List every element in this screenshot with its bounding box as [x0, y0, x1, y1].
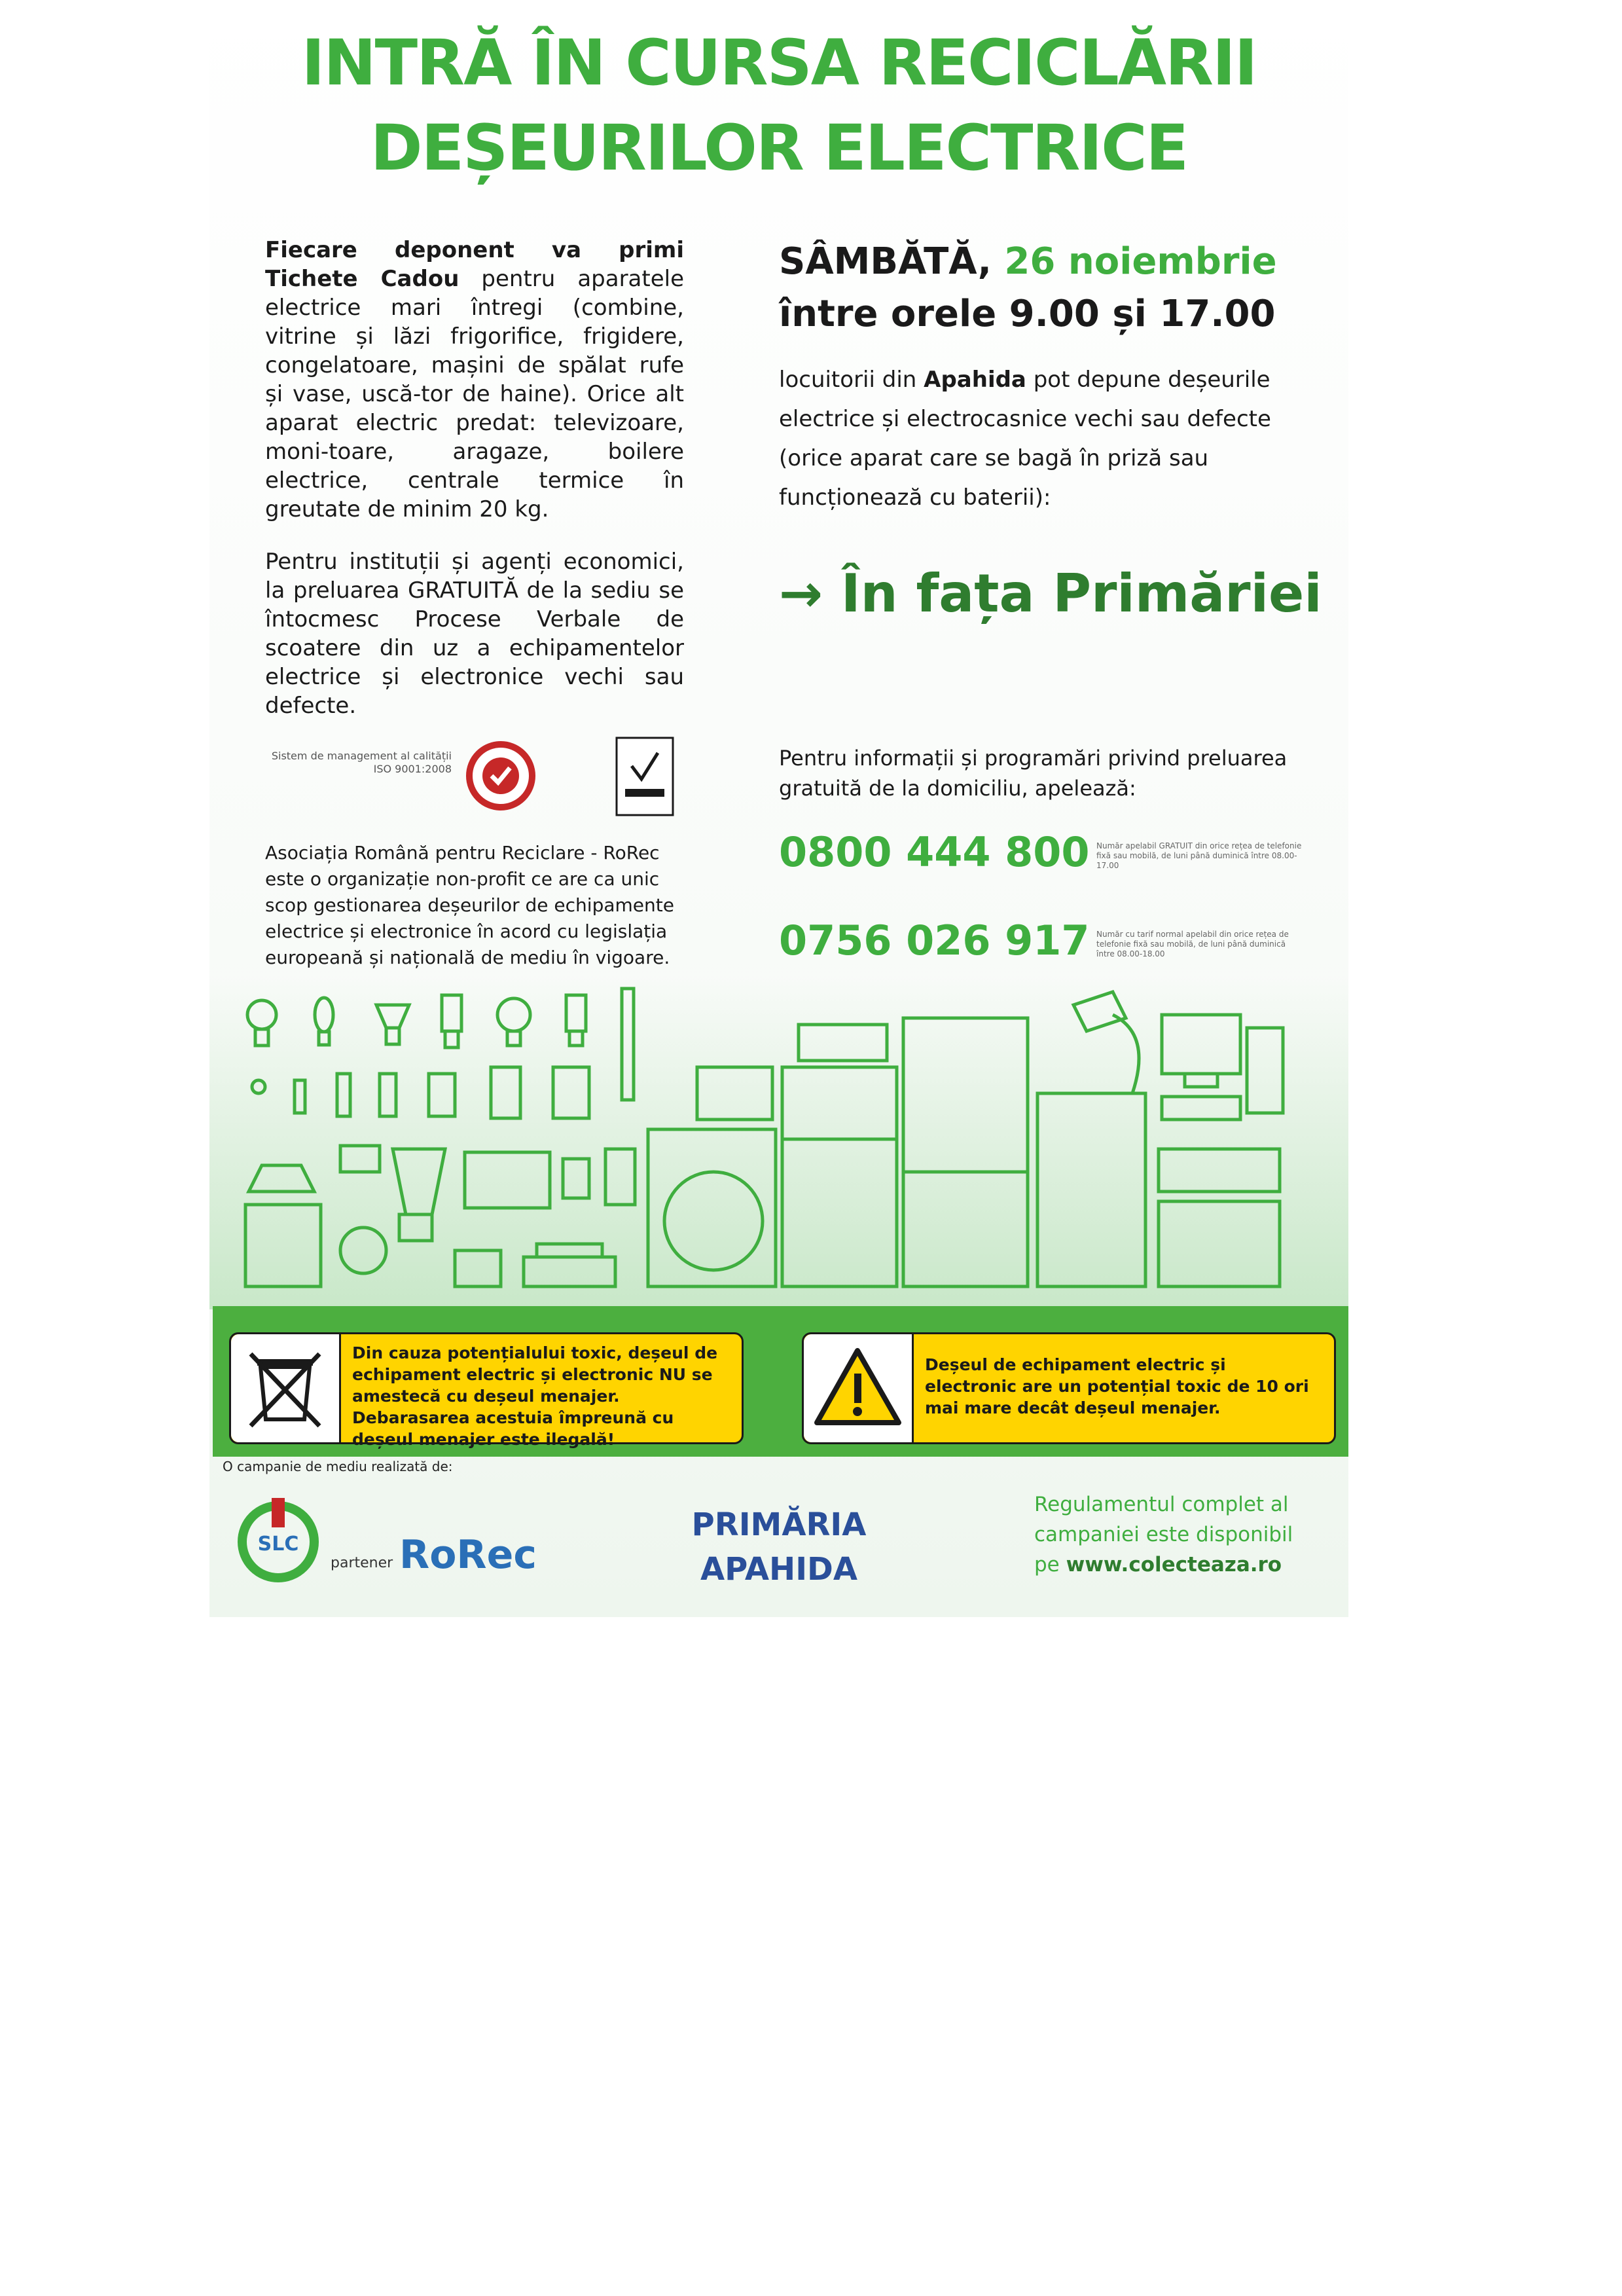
crossed-bin-icon [231, 1334, 339, 1442]
slc-logo-icon [229, 1493, 327, 1591]
residents-text [779, 360, 1329, 517]
right-column [779, 236, 1329, 517]
who-post: pot depune deșeurile electrice și electrocasnice vechi sau defecte (orice aparat care se bagă în priză sau funcționează cu baterii): [779, 367, 1271, 511]
iso-label: Sistem de management al calității ISO 9001:2008 [271, 750, 452, 775]
rorec-description: Asociația Română pentru Reciclare - RoRec este o organizație non-profit ce are ca unic scop gestionarea deșeurilor de echipamente electrice și electronice în acord cu legislația europeană și națională de mediu în vigoare. [265, 842, 674, 968]
phone-normal-note: Număr cu tarif normal apelabil din orice rețea de telefonie fixă sau mobilă, de luni până duminică între 08.00-18.00 [1096, 930, 1289, 958]
info-text: Pentru informații și programări privind preluarea gratuită de la domiciliu, apelează: [779, 746, 1288, 801]
recycling-poster [209, 0, 1348, 1617]
who-bold: Apahida [924, 367, 1026, 393]
primaria-line2: APAHIDA [700, 1551, 858, 1588]
deponent-text: pentru aparatele electrice mari întregi (combine, vitrine și lăzi frigorifice, frigidere, congelatoare, mașini de spălat rufe și vase, uscă-tor de haine). Orice alt aparat electric predat: televizoare, moni-toare, aragaze, boilere electrice, centrale termice în greutate de minim 20 kg. [265, 266, 684, 522]
certification-block [265, 737, 671, 822]
event-location: → În fața Primăriei [779, 563, 1322, 624]
ukas-icon [615, 737, 674, 818]
rorec-logo: RoRec [399, 1532, 537, 1578]
event-date [779, 236, 1329, 288]
slc-text: SLC [257, 1533, 299, 1556]
poster-title-line1: INTRĂ ÎN CURSA RECICLĂRII [301, 26, 1257, 100]
appliances-icon [209, 975, 1348, 1309]
website-link[interactable]: www.colecteaza.ro [1066, 1553, 1282, 1576]
who-pre: locuitorii din [779, 367, 924, 393]
partner-label: partener [331, 1555, 393, 1571]
warning-box-toxic-level [802, 1332, 1336, 1444]
primaria-line1: PRIMĂRIA [691, 1506, 867, 1543]
event-day: SÂMBĂTĂ, [779, 240, 992, 283]
regulations-note [1034, 1489, 1322, 1580]
slc-logo [229, 1493, 327, 1591]
primaria-logo [681, 1503, 877, 1592]
warning-box-toxic-mix [229, 1332, 744, 1449]
warning-text-1: Din cauza potențialului toxic, deșeul de echipament electric și electronic NU se amestecă cu deșeul menajer. Debarasarea acestuia împreună cu deșeul menajer este ilegală! [352, 1343, 718, 1449]
regulations-text: Regulamentul complet al campaniei este disponibil pe [1034, 1493, 1293, 1576]
warning-text-2: Deșeul de echipament electric și electronic are un potențial toxic de 10 ori mai mare decât deșeul menajer. [925, 1355, 1309, 1417]
warning-triangle-icon [804, 1334, 912, 1442]
campaign-label: O campanie de mediu realizată de: [223, 1459, 453, 1474]
deponent-paragraph [265, 236, 684, 524]
deponent-bold: Fiecare deponent va primi Tichete Cadou [265, 237, 684, 292]
sgs-certified-icon [461, 737, 553, 822]
left-column [265, 236, 684, 744]
event-hours: între orele 9.00 și 17.00 [779, 293, 1276, 335]
appliances-illustration [209, 975, 1348, 1309]
poster-title-line2: DEȘEURILOR ELECTRICE [370, 111, 1188, 185]
phone-free-note: Număr apelabil GRATUIT din orice rețea de telefonie fixă sau mobilă, de luni până duminică între 08.00-17.00 [1096, 841, 1302, 870]
phone-normal: 0756 026 917 [779, 917, 1090, 964]
event-date-green: 26 noiembrie [991, 240, 1277, 283]
phone-free: 0800 444 800 [779, 828, 1090, 876]
institutions-paragraph: Pentru instituții și agenți economici, la preluarea GRATUITĂ de la sediu se întocmesc Procese Verbale de scoatere din uz a echipamentelor electrice și electronice vechi sau defecte. [265, 549, 684, 719]
